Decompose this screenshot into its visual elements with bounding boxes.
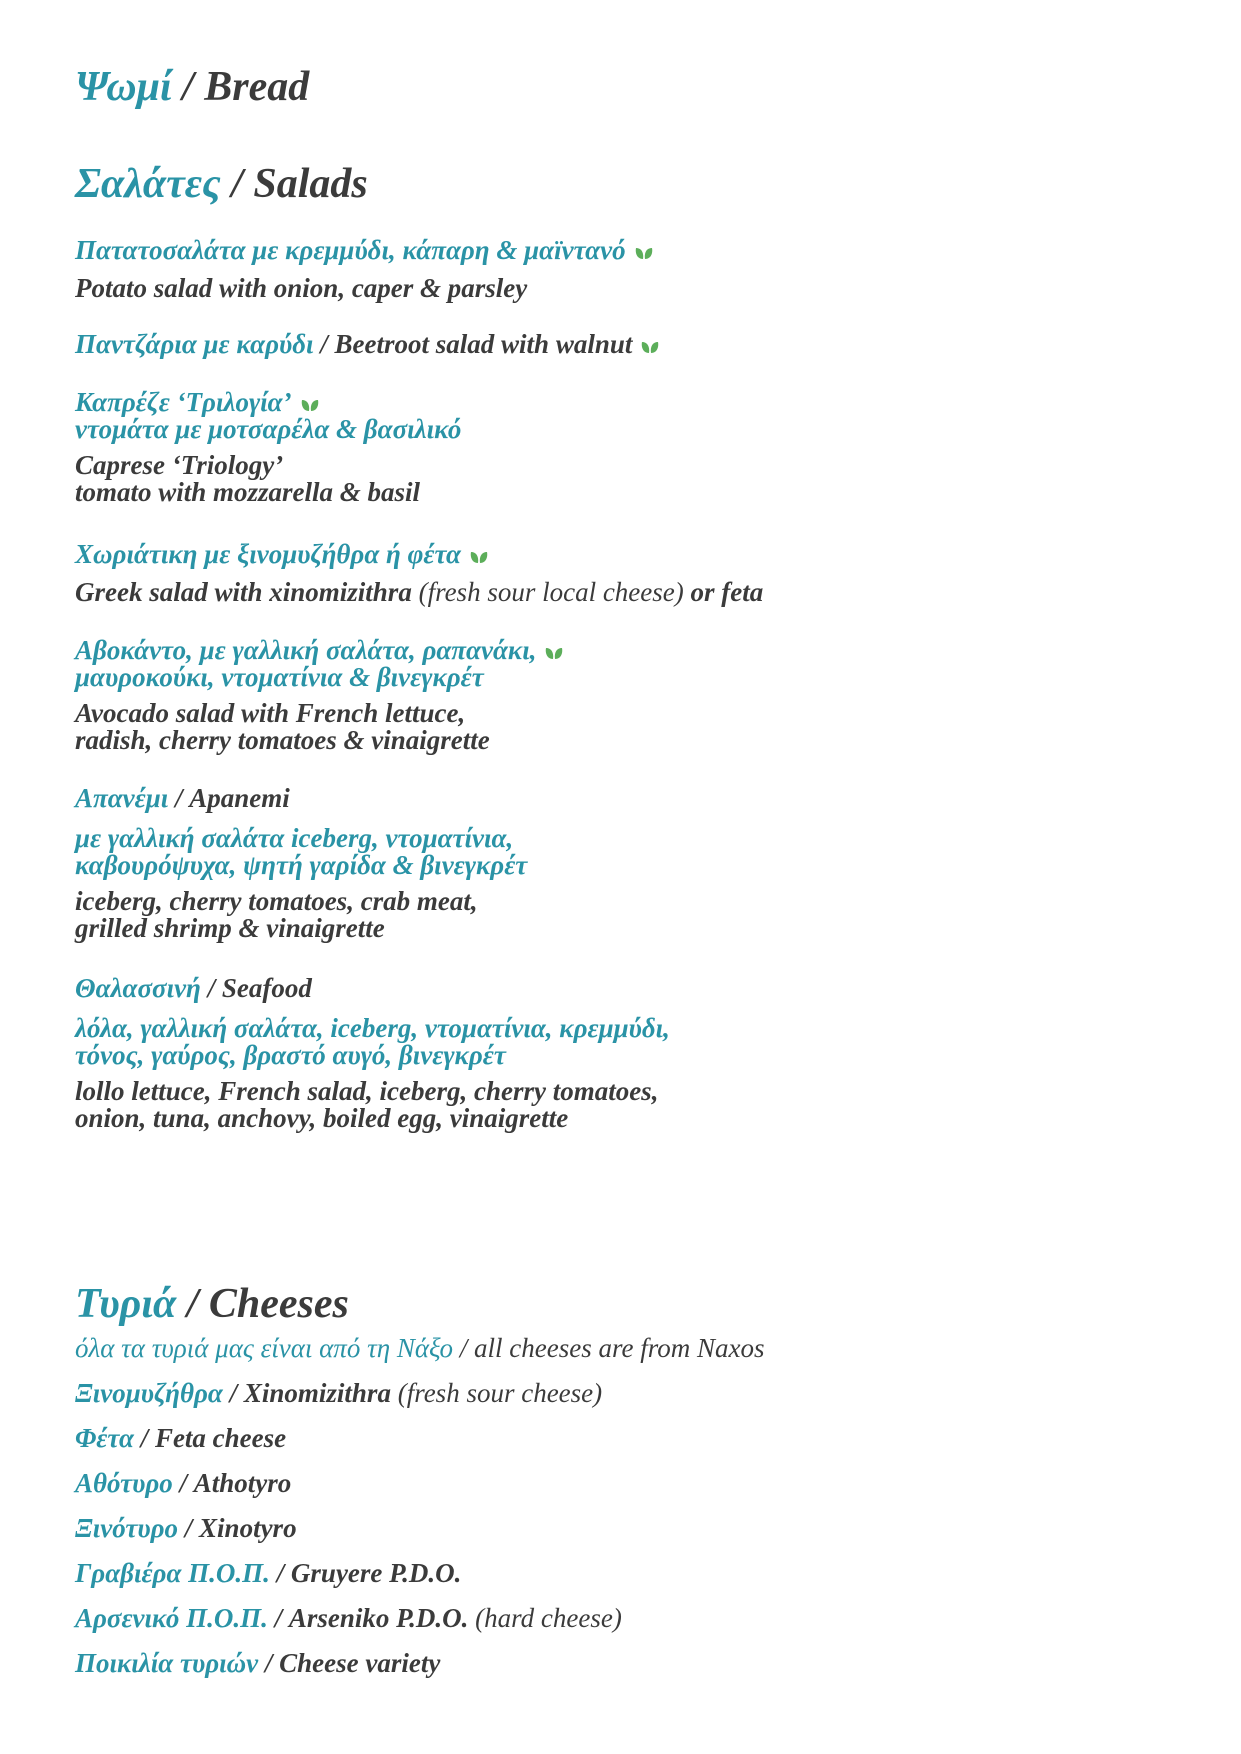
salad-name-en: Potato salad with onion, caper & parsley xyxy=(75,273,528,303)
salad-item-beetroot: Παντζάρια με καρύδι / Beetroot salad with walnut xyxy=(75,331,660,358)
leaf-icon xyxy=(300,397,320,413)
salad-item-caprese: Καπρέζε ‘Τριλογία’ ντομάτα με μοτσαρέλα & βασιλικό Caprese ‘Triology’ tomato with mozzarella & basil xyxy=(75,387,462,507)
bread-heading: Ψωμί / Bread xyxy=(75,64,310,110)
cheese-item: Φέτα / Feta cheese xyxy=(75,1423,287,1453)
salad-item-apanemi: Απανέμι / Apanemi με γαλλική σαλάτα iceberg, ντοματίνια, καβουρόψυχα, ψητή γαρίδα & βινεγκρέτ iceberg, cherry tomatoes, crab meat, grilled shrimp & vinaigrette xyxy=(75,783,528,943)
cheese-item: Αρσενικό Π.Ο.Π. / Arseniko P.D.O. (hard cheese) xyxy=(75,1603,622,1633)
cheese-item: Ξινότυρο / Xinotyro xyxy=(75,1513,297,1543)
leaf-icon xyxy=(469,549,489,565)
salads-heading: Σαλάτες / Salads xyxy=(75,161,368,207)
cheeses-heading: Τυριά / Cheeses xyxy=(75,1281,349,1327)
cheese-item: Αθότυρο / Athotyro xyxy=(75,1468,292,1498)
leaf-icon xyxy=(544,645,564,661)
salad-item-greek: Χωριάτικη με ξινομυζήθρα ή φέτα Greek salad with xinomizithra (fresh sour local cheese) or feta xyxy=(75,539,764,607)
leaf-icon xyxy=(634,245,654,261)
salad-item-avocado: Αβοκάντο, με γαλλική σαλάτα, ραπανάκι, μαυροκούκι, ντοματίνια & βινεγκρέτ Avocado salad with French lettuce, radish, cherry tomatoes & vinaigrette xyxy=(75,637,564,754)
cheese-item: Ποικιλία τυριών / Cheese variety xyxy=(75,1648,441,1678)
salad-item-seafood: Θαλασσινή / Seafood λόλα, γαλλική σαλάτα, iceberg, ντοματίνια, κρεμμύδι, τόνος, γαύρος, βραστό αυγό, βινεγκρέτ lollo lettuce, French salad, iceberg, cherry tomatoes, onion, tuna, anchovy, boiled egg, vinaigrette xyxy=(75,973,670,1133)
leaf-icon xyxy=(640,339,660,355)
salad-name-gr: Πατατοσαλάτα με κρεμμύδι, κάπαρη & μαϊντανό xyxy=(75,237,654,264)
cheeses-note: όλα τα τυριά μας είναι από τη Νάξο / all cheeses are from Naxos xyxy=(75,1333,765,1363)
cheese-item: Ξινομυζήθρα / Xinomizithra (fresh sour cheese) xyxy=(75,1378,603,1408)
cheese-item: Γραβιέρα Π.Ο.Π. / Gruyere P.D.O. xyxy=(75,1558,462,1588)
salad-item-potato xyxy=(75,237,654,302)
